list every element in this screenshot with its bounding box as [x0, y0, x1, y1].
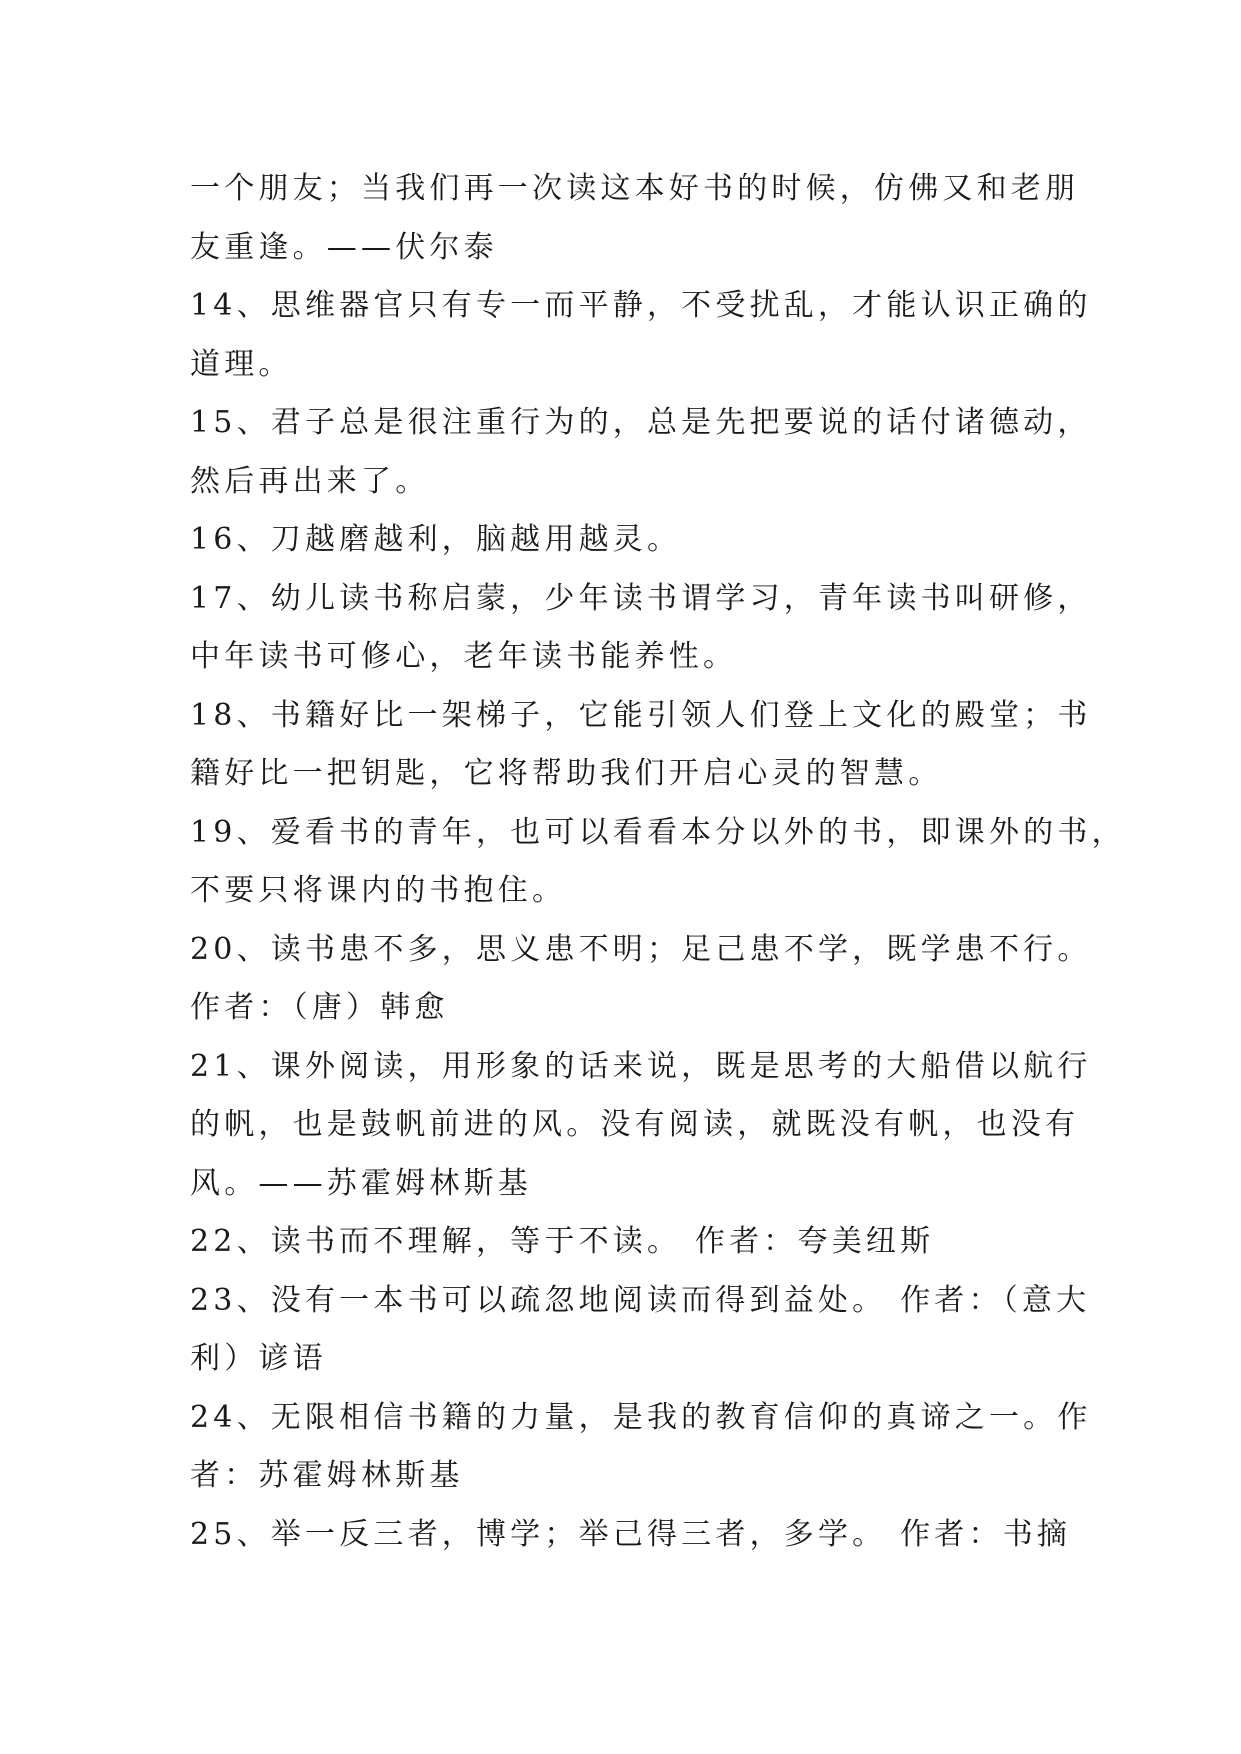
text-line: 中年读书可修心，老年读书能养性。 [190, 639, 738, 674]
text-line: 一个朋友；当我们再一次读这本好书的时候，仿佛又和老朋 [190, 171, 1080, 206]
text-line: 24、无限相信书籍的力量，是我的教育信仰的真谛之一。作 [190, 1399, 1092, 1435]
text-line: 14、思维器官只有专一而平静，不受扰乱，才能认识正确的 [190, 288, 1092, 323]
text-line: 15、君子总是很注重行为的，总是先把要说的话付诸德动， [190, 405, 1092, 440]
text-line: 不要只将课内的书抱住。 [190, 873, 567, 908]
text-line: 21、课外阅读，用形象的话来说，既是思考的大船借以航行 [190, 1048, 1092, 1084]
text-line: 作者：（唐）韩愈 [190, 990, 449, 1025]
text-line: 的帆，也是鼓帆前进的风。没有阅读，就既没有帆，也没有 [190, 1107, 1080, 1142]
text-line: 者：苏霍姆林斯基 [190, 1458, 464, 1493]
text-line: 19、爱看书的青年，也可以看看本分以外的书，即课外的书， [190, 814, 1126, 850]
text-line: 籍好比一把钥匙，它将帮助我们开启心灵的智慧。 [190, 756, 943, 791]
text-line: 18、书籍好比一架梯子，它能引领人们登上文化的殿堂；书 [190, 697, 1092, 733]
text-line: 22、读书而不理解，等于不读。 作者：夸美纽斯 [190, 1224, 935, 1259]
text-line: 20、读书患不多，思义患不明；足己患不学，既学患不行。 [190, 931, 1092, 967]
text-line: 25、举一反三者，博学；举己得三者，多学。 作者：书摘 [190, 1516, 1072, 1552]
text-line: 利）谚语 [190, 1341, 327, 1376]
quote-text-block [190, 160, 1126, 1564]
text-line: 友重逢。——伏尔泰 [190, 229, 498, 265]
text-line: 然后再出来了。 [190, 463, 430, 499]
text-line: 道理。 [190, 346, 293, 382]
text-line: 风。——苏霍姆林斯基 [190, 1165, 532, 1201]
text-line: 23、没有一本书可以疏忽地阅读而得到益处。 作者：（意大 [190, 1282, 1091, 1318]
text-line: 16、刀越磨越利，脑越用越灵。 [190, 522, 682, 557]
text-line: 17、幼儿读书称启蒙，少年读书谓学习，青年读书叫研修， [190, 580, 1092, 616]
